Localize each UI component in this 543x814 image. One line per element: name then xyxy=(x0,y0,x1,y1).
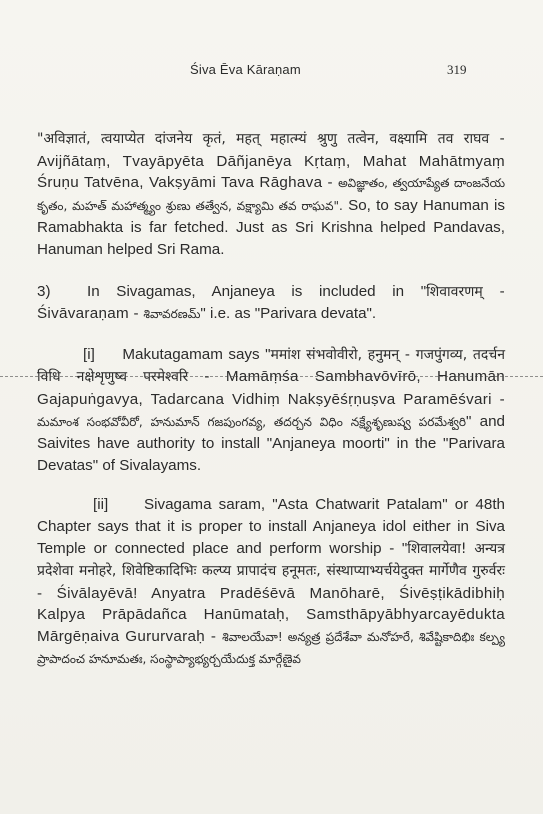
transliteration-text: - Mamāṃśa Sambhavōvīrō, Hanumān Gajapuṅgavya, Tadarcana Vidhiṃ Nakṣyēśṛṇuṣva Paramēśvari - xyxy=(37,368,506,408)
paragraph-sivagama-saram xyxy=(37,494,505,671)
devanagari-text: शिवावरणम् xyxy=(426,283,483,300)
item-marker: [i] xyxy=(83,345,95,363)
english-text: " and Saivites have authority to install "Anjaneya moorti" in the "Parivara Devatas" of Sivalayams. xyxy=(37,412,505,474)
transliteration-text: - Śivālayēvā! Anyatra Pradēśēvā Manōharē, Śivēṣṭikādibhiḥ Kalpya Prāpādañca Hanūmataḥ, Samsthāpyābhyarcayēdukta Mārgēṇaiva Gururvaraḥ - xyxy=(37,584,505,645)
devanagari-text: शिवालयेवा! अन्यत्र प्रदेशेवा मनोहरे, शिवेष्टिकादिभिः कल्प्य प्रापादंच हनूमतः, संस्थाप्याभ्यर्चयेदुक्त मार्गेणैव गुरुर्वरः xyxy=(37,540,505,580)
page-body xyxy=(37,128,505,671)
transliteration-text: - Avijñātaṃ, Tvayāpyēta Dāñjanēya Kṛtaṃ, Mahat Mahātmyaṃ Śruṇu Tatvēna, Vakṣyāmi Tava Rāghava - xyxy=(37,130,505,192)
telugu-text: శివాలయేవా! అన్యత్ర ప్రదేశేవా మనోహరే, శివేష్టికాదిభిః కల్ప్య ప్రాపాదంచ హనూమతః, సంస్థాప్యాభ్యర్చయేదుక్త మార్గేణైవ xyxy=(37,629,506,667)
english-text: " i.e. as "Parivara devata". xyxy=(200,305,377,323)
paragraph-number: 3) xyxy=(37,282,51,300)
devanagari-text: "अविज्ञातं, त्वयाप्येत दांजनेय कृतं, महत् महात्म्यं श्रुणु तत्वेन, वक्ष्यामि तव राघव xyxy=(37,131,490,147)
paragraph-makutagamam xyxy=(37,344,505,477)
paragraph-sivagamas xyxy=(37,281,505,326)
page-number: 319 xyxy=(447,62,467,77)
english-text: Makutagamam says " xyxy=(122,345,271,363)
english-text: So, to say Hanuman is Ramabhakta is far fetched. Just as Sri Krishna helped Pandavas, Hanuman helped Sri Rama. xyxy=(37,196,506,258)
telugu-text: శివావరణమ్ xyxy=(143,307,201,322)
transliteration-text: - Śivāvaraṇam - xyxy=(37,282,505,323)
paragraph-verse-avijnatam xyxy=(37,128,505,261)
devanagari-text: ममांश संभवोवीरो, हनुमन् - गजपुंगव्य, तदर्चन विधि नक्षेशृणुष्व परमेश्वरि xyxy=(37,346,505,386)
telugu-text: అవిజ్ఞాతం, త్వయాప్యేత దాంజనేయ కృతం, మహత్ మహాత్మ్యం శ్రుణు తత్వేన, వక్ష్యామి తవ రాఘవ". xyxy=(37,176,506,213)
running-head: Śiva Ēva Kāraṇam xyxy=(190,62,301,77)
page-divider xyxy=(0,376,543,377)
telugu-text: మమాంశ సంభవోవీరో, హనుమాన్ గజపుంగవ్య, తదర్చన విధిం నక్ష్యేశృణుష్వ పరమేశ్వరి xyxy=(37,414,467,429)
item-marker: [ii] xyxy=(93,496,109,514)
english-text: Sivagama saram, "Asta Chatwarit Patalam" or 48th Chapter says that it is proper to install Anjaneya idol either in Siva Temple or connected place and perform worship - " xyxy=(37,496,505,557)
english-text: In Sivagamas, Anjaneya is included in " xyxy=(87,282,427,300)
page-header xyxy=(0,62,543,80)
